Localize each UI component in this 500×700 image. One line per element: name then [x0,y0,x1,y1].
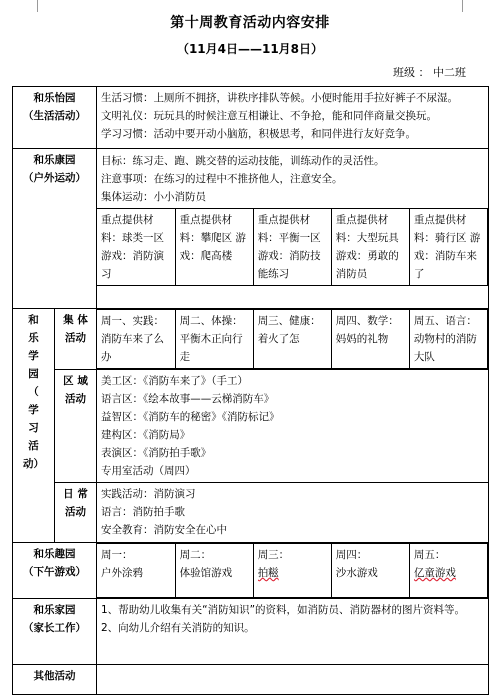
health-zones [97,208,488,286]
row-learn-area [13,370,489,483]
health-line: 目标：练习走、跑、跳交替的运动技能，训练动作的灵活性。 [101,155,385,167]
health-zone: 重点提供材料：攀爬区 游戏：爬高楼 [175,209,253,286]
content-health [97,149,489,309]
content-home [97,599,489,665]
group-day: 周二、体操：平衡木正向行走 [175,310,253,369]
daily-line: 语言：消防拍手歌 [101,506,185,518]
label-learn-daily: 日 常 活动 [55,483,97,543]
content-learn-area [97,370,489,483]
label-health: 和乐康园 （户外运动） [13,149,97,309]
content-learn-group [97,309,489,370]
fun-day: 周一： 户外涂鸦 [97,544,175,598]
group-day: 周五、语言：动物村的消防大队 [409,310,487,369]
class-info: 班级 ： 中二班 [393,66,466,79]
content-fun [97,543,489,599]
area-line: 表演区：《消防拍手歌》 [101,447,212,459]
group-day: 周四、数学：妈妈的礼物 [331,310,409,369]
area-line: 语言区：《绘本故事——云梯消防车》 [101,393,275,405]
health-zone: 重点提供材料：大型玩具 游戏：勇敢的消防员 [331,209,409,286]
page-corner-mark [27,0,38,12]
health-line: 注意事项：在练习的过程中不推挤他人，注意安全。 [101,173,343,185]
area-line: 益智区：《消防车的秘密》《消防标记》 [101,411,280,423]
health-zone: 重点提供材料：骑行区 游戏：消防车来了 [409,209,487,286]
row-home [13,599,489,665]
label-other: 其他活动 [13,665,97,695]
health-line: 集体运动：小小消防员 [101,191,206,203]
home-line: 2、向幼儿介绍有关消防的知识。 [101,622,255,634]
label-life: 和乐怡园 （生活活动） [13,87,97,149]
label-learn: 和 乐 学 园 （ 学 习 活 动） [13,309,55,543]
area-line: 美工区：《消防车来了》（手工） [101,375,248,387]
row-health [13,149,489,309]
life-line: 学习习惯：活动中要开动小脑筋，积极思考，和同伴进行友好竞争。 [101,128,416,140]
row-learn-daily [13,483,489,543]
content-learn-daily [97,483,489,543]
home-line: 1、帮助幼儿收集有关“消防知识”的资料，如消防员、消防器材的图片资料等。 [101,604,466,616]
label-home: 和乐家园 （家长工作） [13,599,97,665]
daily-line: 实践活动：消防演习 [101,488,196,500]
label-learn-area: 区 域 活动 [55,370,97,483]
group-day: 周一、实践：消防车来了么办 [97,310,175,369]
fun-day: 周五： 亿童游戏 [409,544,487,598]
label-learn-group: 集 体 活动 [55,309,97,370]
content-other [97,665,489,695]
row-life [13,87,489,149]
daily-line: 安全教育：消防安全在心中 [101,524,227,536]
group-days [97,309,488,369]
row-fun [13,543,489,599]
document-subtitle: （11月4日——11月8日） [176,42,324,56]
area-line: 专用室活动（周四） [101,465,196,477]
row-other [13,665,489,695]
health-zone: 重点提供材料：平衡一区 游戏：消防技能练习 [253,209,331,286]
fun-day: 周三： 拍糍 [253,544,331,598]
health-zone: 重点提供材料：球类一区 游戏：消防演习 [97,209,175,286]
document-title: 第十周教育活动内容安排 [170,15,330,31]
fun-day: 周四： 沙水游戏 [331,544,409,598]
fun-day: 周二： 体验馆游戏 [175,544,253,598]
life-line: 文明礼仪：玩玩具的时候注意互相谦让、不争抢，能和同伴商量交换玩。 [101,110,437,122]
label-fun: 和乐趣园 （下午游戏） [13,543,97,599]
row-learn-group [13,309,489,370]
group-day: 周三、健康：着火了怎 [253,310,331,369]
content-life [97,87,489,149]
page-corner-mark [462,0,473,12]
fun-days [97,543,488,598]
area-line: 建构区：《消防局》 [101,429,191,441]
life-line: 生活习惯：上厕所不拥挤，讲秩序排队等候。小便时能用手拉好裤子不尿湿。 [101,92,458,104]
schedule-table [12,86,489,695]
